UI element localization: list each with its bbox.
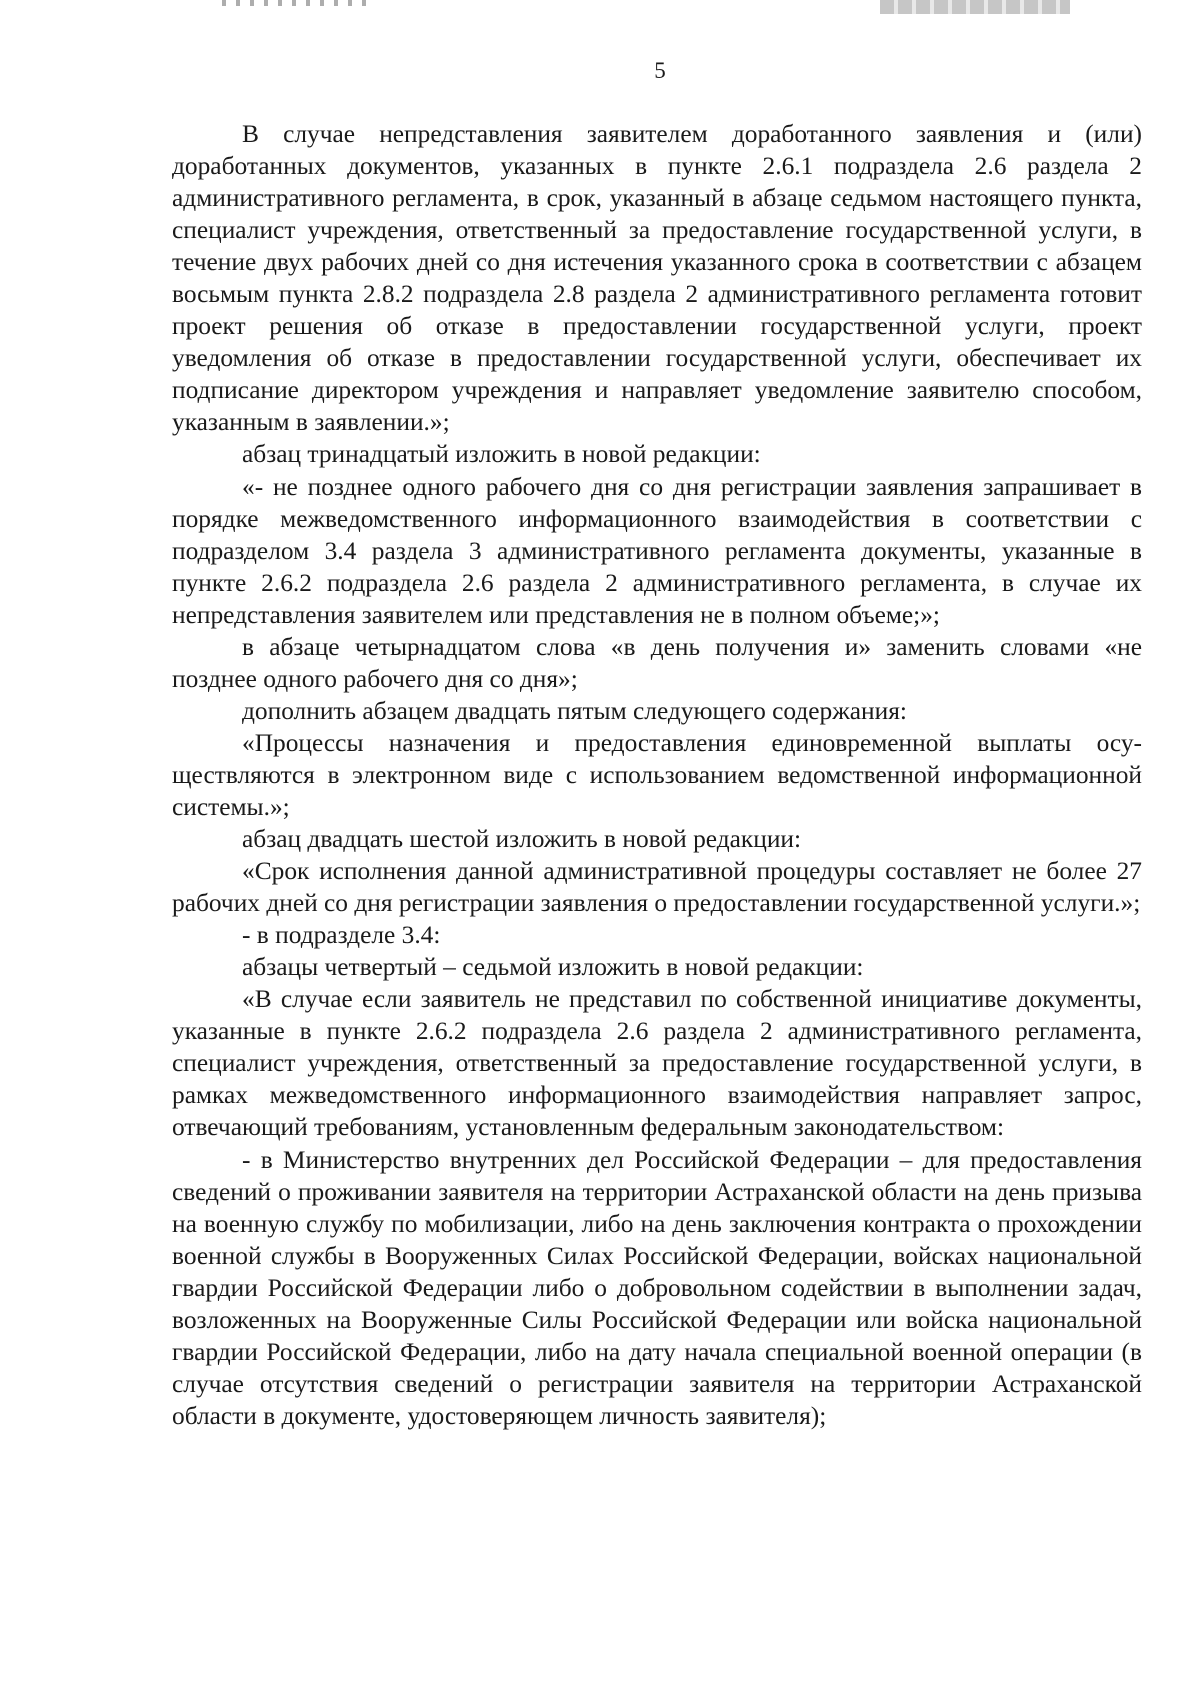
paragraph: абзац двадцать шестой изложить в новой редакции: [242, 825, 802, 854]
paragraph: абзацы четвертый – седьмой изложить в новой редакции: [242, 953, 864, 982]
document-body [172, 118, 1142, 1432]
paragraph: «- не позднее одного рабочего дня со дня регистрации заявления запрашивает в порядке межведомственного информационного взаимодействия в соответствии с подразделом 3.4 раздела 3 административного регламента документы, указанные в пункте 2.6.2 подраздела 2.6 раздела 2 административного регламента, в случае их непредставления заявителем или представления не в полном объеме;»; [172, 472, 1142, 629]
paragraph: дополнить абзацем двадцать пятым следующего содержания: [242, 696, 907, 725]
paragraph: «Процессы назначения и предоставления единовременной выплаты осуществляются в электронном виде с использованием ведомственной информационной системы.»; [172, 728, 1142, 821]
page-number: 5 [654, 58, 666, 83]
scan-artifact [222, 0, 372, 6]
paragraph: «Срок исполнения данной административной процедуры составляет не более 27 рабочих дней со дня регистрации заявления о предоставлении государственной услуги.»; [172, 857, 1142, 918]
paragraph: - в подразделе 3.4: [242, 921, 441, 950]
paragraph: «В случае если заявитель не представил по собственной инициативе документы, указанные в пункте 2.6.2 подраздела 2.6 раздела 2 административного регламента, специалист учреждения, ответственный за предоставление государственной услуги, в рамках межведомственного информационного взаимодействия направляет запрос, отвечающий требованиям, установленным федеральным законодательством: [172, 985, 1142, 1142]
paragraph: абзац тринадцатый изложить в новой редакции: [242, 440, 761, 469]
paragraph: в абзаце четырнадцатом слова «в день получения и» заменить словами «не позднее одного рабочего дня со дня»; [172, 632, 1142, 693]
paragraph: В случае непредставления заявителем доработанного заявления и (или) доработанных документов, указанных в пункте 2.6.1 подраздела 2.6 раздела 2 административного регламента, в срок, указанный в абзаце седьмом настоящего пункта, специалист учреждения, ответственный за предоставление государственной услуги, в течение двух рабочих дней со дня истечения указанного срока в соответствии с абзацем восьмым пункта 2.8.2 подраздела 2.8 раздела 2 административного регламента готовит проект решения об отказе в предоставлении государственной услуги, проект уведомления об отказе в предоставлении государственной услуги, обеспечивает их подписание директором учреждения и направляет уведомление заявителю способом, указанным в заявлении.»; [172, 120, 1142, 437]
scan-artifact [880, 0, 1070, 14]
paragraph: - в Министерство внутренних дел Российской Федерации – для предоставления сведений о проживании заявителя на территории Астраханской области на день призыва на военную службу по мобилизации, либо на день заключения контракта о прохождении военной службы в Вооруженных Силах Российской Федерации, войсках национальной гвардии Российской Федерации либо о добровольном содействии в выполнении задач, возложенных на Вооруженные Силы Российской Федерации или войска национальной гвардии Российской Федерации, либо на дату начала специальной военной операции (в случае отсутствия сведений о регистрации заявителя на территории Астраханской области в документе, удостоверяющем личность заявителя); [172, 1145, 1142, 1430]
